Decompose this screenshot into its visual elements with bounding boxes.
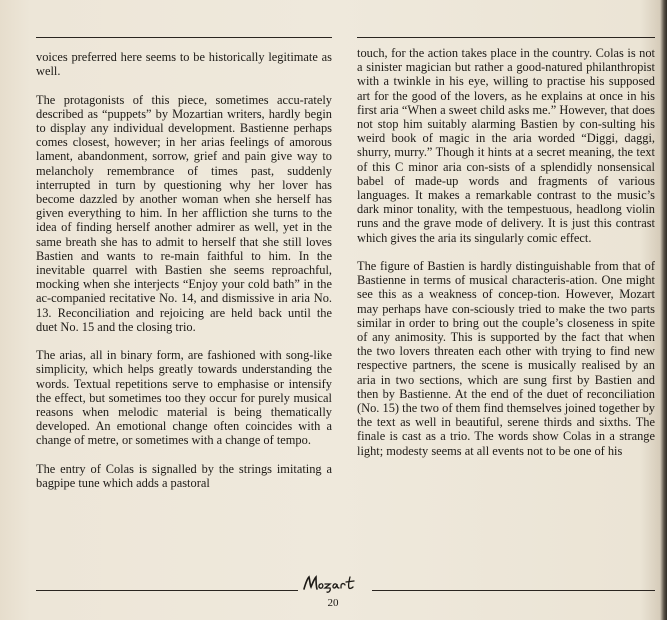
footer-rule-left — [36, 590, 298, 591]
left-paragraph-2: The protagonists of this piece, sometimes accu-rately described as “puppets” by Mozartian writers, hardly begin to display any individual development. Bastienne perhaps comes closest, however; in her arias feelings of amorous lament, abandonment, sorrow, grief and pain give way to melancholy remembrance of times past, suddenly interrupted in turn by questioning why her lover has become dazzled by another woman when she herself has given everything to him. In her affliction she turns to the idea of finding herself another admirer as well, yet in the same breath she has to admit to herself that she still loves Bastien and wants to re-main faithful to him. In the inevitable quarrel with Bastien she seems reproachful, mocking when she interjects “Enjoy your cold bath” in the ac-companied recitative No. 14, and dismissive in aria No. 13. Reconciliation and rejoicing are held back until the duet No. 15 and the closing trio. — [36, 92, 332, 334]
right-column — [357, 0, 655, 472]
right-paragraph-2: The figure of Bastien is hardly distinguishable from that of Bastienne in terms of musical characteris-ation. One might see this as a weakness of concep-tion. However, Mozart may perhaps have con-sciously tried to make the two parts similar in order to bring out the couple’s closeness in spite of any animosity. This is supported by the fact that when the two lovers threaten each other with trying to find new respective partners, the scene is musically realised by an aria in two sections, which are sung first by Bastien and then by Bastienne. At the end of the duet of reconciliation (No. 15) the two of them find themselves joined together by the text as well in beautiful, serene thirds and sixths. The finale is cast as a trio. The words show Colas in a strange light; modesty seems at all events not to be one of his — [357, 259, 655, 458]
mozart-signature-logo — [300, 572, 370, 594]
left-paragraph-3: The arias, all in binary form, are fashioned with song-like simplicity, which helps greatly towards understanding the words. Textual repetitions serve to emphasise or intensify the effect, but sometimes too they occur for purely musical reasons when melodic material is being thematically developed. An emotional change often coincides with a change of metre, or sometimes with a change of tempo. — [36, 348, 332, 448]
left-paragraph-4: The entry of Colas is signalled by the strings imitating a bagpipe tune which adds a pastoral — [36, 461, 332, 491]
left-column — [36, 0, 332, 504]
page-number: 20 — [327, 597, 339, 609]
footer-rule-right — [372, 590, 655, 591]
right-paragraph-1: touch, for the action takes place in the country. Colas is not a sinister magician but rather a good-natured philanthropist with a twinkle in his eye, willing to practise his supposed art for the good of the lovers, as he explains at once in his first aria “When a sweet child asks me.” However, that does not stop him suitably alarming Bastien by con-sulting his weird book of magic in the aria worded “Diggi, daggi, shurry, murry.” Though it hints at a secret meaning, the text of this C minor aria con-sists of a splendidly nonsensical babel of made-up words and fragments of various languages. It makes a remarkable contrast to the music’s dark minor tonality, with the tempestuous, headlong violin runs and the grave mode of delivery. It is just this contrast which gives the aria its singularly comic effect. — [357, 46, 655, 245]
left-paragraph-1: voices preferred here seems to be historically legitimate as well. — [36, 50, 332, 79]
